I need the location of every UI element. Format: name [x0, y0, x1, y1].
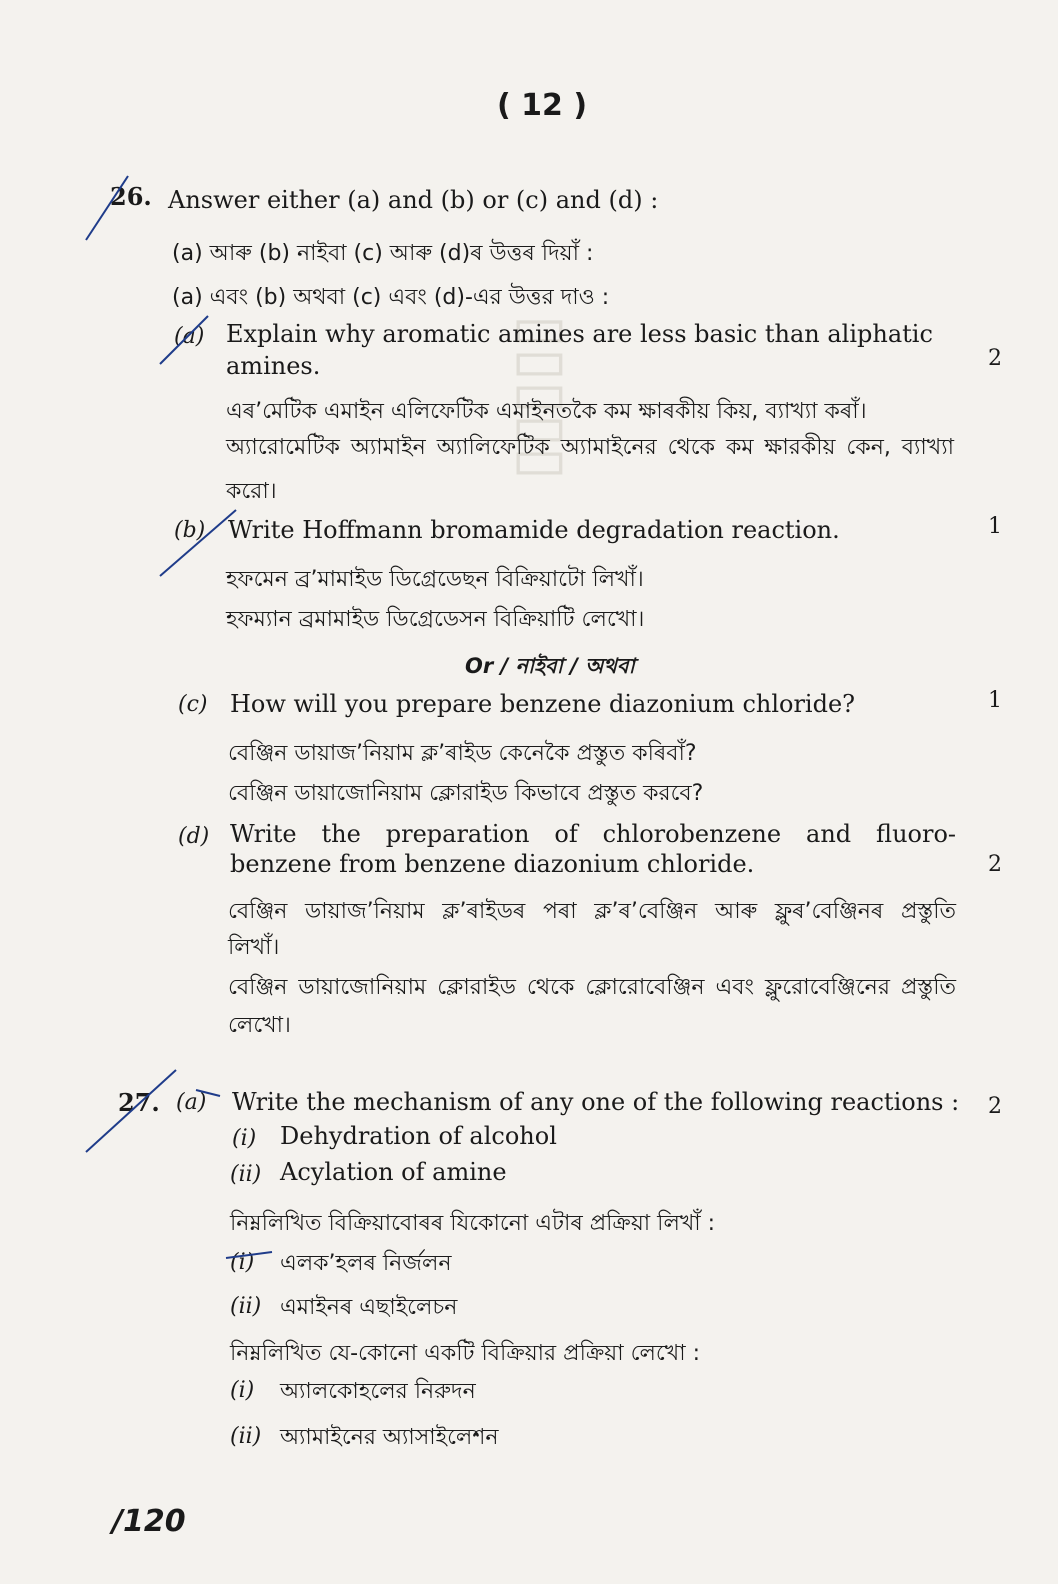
q27a-as-ii-label: (ii) — [230, 1294, 262, 1319]
watermark: ▯▯▯▯▯ — [500, 314, 570, 480]
q26d-text-en-line1: Write the preparation of chlorobenzene and fluoro- — [230, 820, 956, 848]
q26b-text-as: হফমেন ব্ৰ’মামাইড ডিগ্ৰেডেছন বিক্ৰিয়াটো লিখাঁ। — [226, 567, 644, 592]
q27a-as-ii: এমাইনৰ এছাইলেচন — [280, 1295, 458, 1320]
q26a-text-en-line1: Explain why aromatic amines are less basic than aliphatic — [226, 320, 933, 348]
q27a-opt-i-label: (i) — [232, 1126, 257, 1151]
q27a-as-i-label: (i) — [230, 1250, 255, 1275]
q26b-label: (b) — [174, 518, 206, 543]
q26d-marks: 2 — [988, 852, 1002, 877]
q26c-text-bn: বেঞ্জিন ডায়াজোনিয়াম ক্লোরাইড কিভাবে প্রস্তুত করবে? — [228, 781, 704, 806]
q26d-text-as-line2: লিখাঁ। — [228, 935, 280, 960]
q26c-marks: 1 — [988, 688, 1002, 713]
q27a-bn-i-label: (i) — [230, 1378, 255, 1403]
q26a-marks: 2 — [988, 346, 1002, 371]
q27a-bn-ii-label: (ii) — [230, 1424, 262, 1449]
q27a-text-en: Write the mechanism of any one of the following reactions : — [232, 1088, 960, 1116]
q26d-text-en-line2: benzene from benzene diazonium chloride. — [230, 850, 755, 878]
q26a-text-bn-line2: করো। — [226, 479, 277, 504]
q27a-marks: 2 — [988, 1094, 1002, 1119]
q26c-text-en: How will you prepare benzene diazonium chloride? — [230, 690, 856, 718]
question-number-26: 26. — [110, 182, 152, 211]
q27a-as-i: এলক’হলৰ নিৰ্জলন — [280, 1251, 452, 1276]
q26-instruction-bn: (a) এবং (b) অথবা (c) এবং (d)-এর উত্তর দাও : — [172, 285, 610, 310]
q27a-text-as: নিম্নলিখিত বিক্ৰিয়াবোৰৰ যিকোনো এটাৰ প্ৰক্ৰিয়া লিখাঁ : — [230, 1211, 716, 1236]
page-number: ( 12 ) — [497, 88, 588, 123]
q27a-opt-ii-en: Acylation of amine — [280, 1158, 507, 1186]
q26b-marks: 1 — [988, 514, 1002, 539]
q26-instruction-as: (a) আৰু (b) নাইবা (c) আৰু (d)ৰ উত্তৰ দিয়াঁ : — [172, 241, 594, 266]
q26d-text-bn-line2: লেখো। — [228, 1013, 291, 1038]
q27a-opt-ii-label: (ii) — [230, 1162, 262, 1187]
q26d-label: (d) — [178, 824, 210, 849]
question-number-27: 27. — [118, 1088, 160, 1117]
q26-instruction-en: Answer either (a) and (b) or (c) and (d) : — [168, 186, 659, 214]
q27a-bn-i: অ্যালকোহলের নিরুদন — [280, 1379, 476, 1404]
q26b-text-en: Write Hoffmann bromamide degradation reaction. — [228, 516, 840, 544]
q26c-label: (c) — [178, 692, 208, 717]
q26b-text-bn: হফম্যান ব্রমামাইড ডিগ্রেডেসন বিক্রিয়াটি লেখো। — [226, 607, 645, 632]
q27a-text-bn: নিম্নলিখিত যে-কোনো একটি বিক্রিয়ার প্রক্রিয়া লেখো : — [230, 1341, 700, 1366]
q26a-text-en-line2: amines. — [226, 352, 321, 380]
q27a-bn-ii: অ্যামাইনের অ্যাসাইলেশন — [280, 1425, 499, 1450]
q26a-text-as: এৰ’মেটিক এমাইন এলিফেটিক এমাইনতকৈ কম ক্ষাৰকীয় কিয়, ব্যাখ্যা কৰাঁ। — [226, 399, 867, 424]
q27a-opt-i-en: Dehydration of alcohol — [280, 1122, 557, 1150]
q26d-text-as-line1: বেঞ্জিন ডায়াজ’নিয়াম ক্ল’ৰাইডৰ পৰা ক্ল’ৰ’বেঞ্জিন আৰু ফ্লুৰ’বেঞ্জিনৰ প্ৰস্তুতি — [228, 899, 956, 924]
q26c-text-as: বেঞ্জিন ডায়াজ’নিয়াম ক্ল’ৰাইড কেনেকৈ প্ৰস্তুত কৰিবাঁ? — [228, 741, 697, 766]
q27a-label: (a) — [176, 1090, 207, 1115]
q26a-label: (a) — [174, 324, 205, 349]
paper-code: /120 — [112, 1504, 186, 1539]
q26a-text-bn-line1: অ্যারোমেটিক অ্যামাইন অ্যালিফেটিক অ্যামাইনের থেকে কম ক্ষারকীয় কেন, ব্যাখ্যা — [226, 435, 954, 460]
or-separator: Or / নাইবা / অথবা — [465, 654, 635, 678]
q26d-text-bn-line1: বেঞ্জিন ডায়াজোনিয়াম ক্লোরাইড থেকে ক্লোরোবেঞ্জিন এবং ফ্লুরোবেঞ্জিনের প্রস্তুতি — [228, 975, 956, 1000]
